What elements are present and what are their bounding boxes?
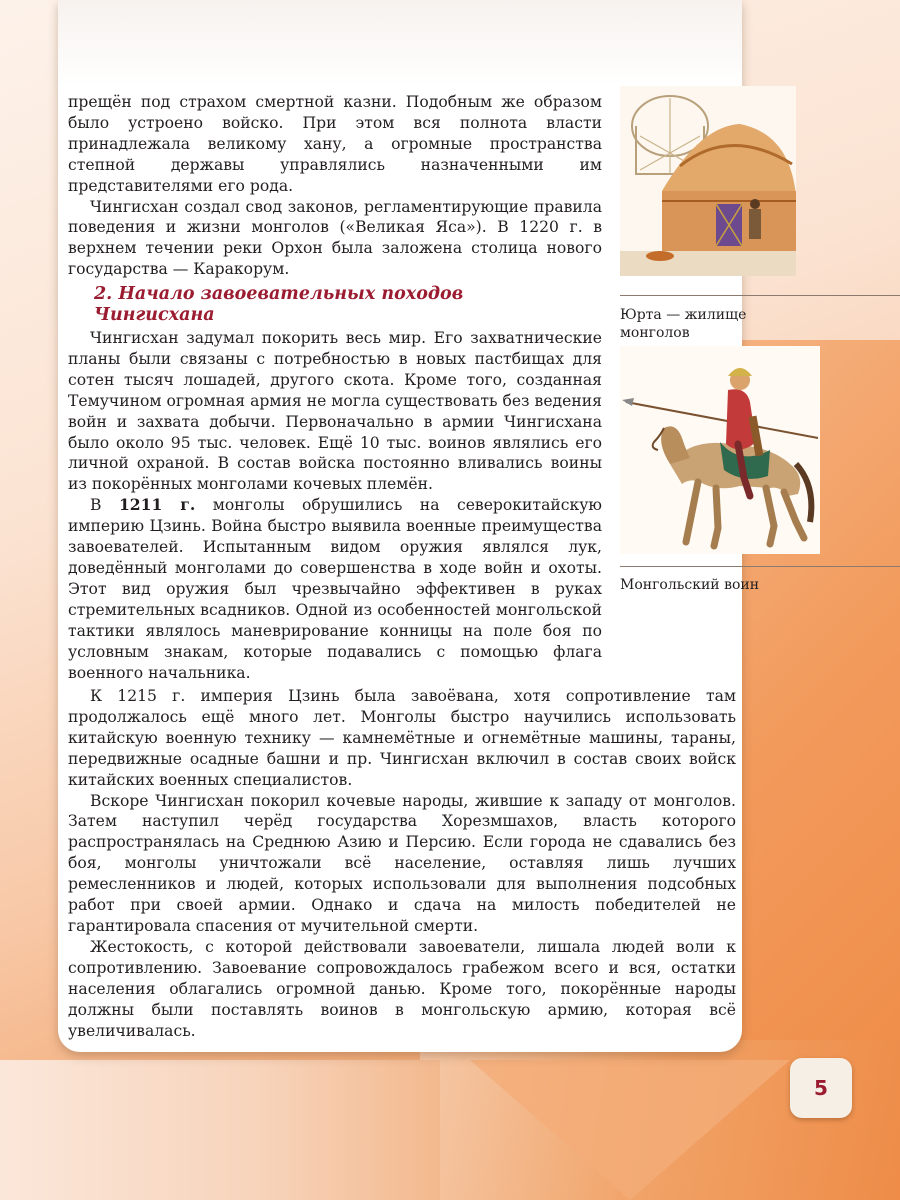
horseman-icon [620, 346, 820, 554]
paragraph: К 1215 г. империя Цзинь была завоёвана, хотя сопротивление там продолжалось ещё много лет. Монголы быстро научились использовать китайскую военную технику — камнемётные и огнемётные машины, тараны, передвижные осадные башни и пр. Чингисхан включил в состав своих войск китайских военных специалистов. [68, 687, 736, 789]
section-heading-line: 2. Начало завоевательных походов [94, 284, 464, 304]
bold-date: 1211 г. [118, 495, 196, 515]
text-block-2 [68, 328, 602, 683]
paragraph: Жестокость, с которой действовали завоеватели, лишала людей воли к сопротивлению. Завоевание сопровождалось грабежом всего и вся, остатки населения облагались огромной данью. Кроме того, покорённые народы должны были поставлять воинов в монгольскую армию, которая всё увеличивалась. [68, 937, 736, 1040]
yurt-caption [620, 306, 746, 342]
caption-divider [620, 295, 900, 296]
page-number-badge [790, 1058, 852, 1118]
warrior-caption: Монгольский воин [620, 577, 760, 593]
page-number: 5 [814, 1076, 828, 1100]
paragraph: прещён под страхом смертной казни. Подобным же образом было устроено войско. При этом вся полнота власти принадлежала великому хану, а огромные пространства степной державы управлялись назначенными им представителями его рода. [68, 93, 602, 195]
paragraph: Чингисхан задумал покорить весь мир. Его захватнические планы были связаны с потребностью в новых пастбищах для сотен тысяч лошадей, другого скота. Кроме того, созданная Темучином огромная армия не могла существовать без ведения войн и захвата добычи. Первоначально в армии Чингисхана было около 95 тыс. человек. Ещё 10 тыс. воинов являлись его личной охраной. В состав войска постоянно вливались воины из покорённых монголами кочевых племён. [68, 329, 602, 494]
caption-line: монголов [620, 325, 690, 341]
yurt-illustration [620, 86, 796, 276]
decorative-triangle [470, 1060, 790, 1200]
text-block-1 [68, 92, 602, 280]
text-run: В [90, 496, 119, 515]
caption-divider [620, 566, 900, 567]
paragraph: Чингисхан создал свод законов, регламентирующие правила поведения и жизни монголов («Великая Яса»). В 1220 г. в верхнем течении реки Орхон была заложена столица нового государства — Каракорум. [68, 197, 602, 279]
warrior-illustration [620, 346, 820, 554]
section-heading [94, 284, 574, 326]
decorative-light-band-bottom [0, 1060, 440, 1200]
text-run: монголы обрушились на северокитайскую империю Цзинь. Война быстро выявила военные преимущества завоевателей. Испытанным видом оружия являлся лук, доведённый монголами до совершенства в ходе войн и охоты. Этот вид оружия был чрезвычайно эффективен в руках стремительных всадников. Одной из особенностей монгольской тактики являлось маневрирование конницы на поле боя по условным знакам, которые подавались с помощью флага военного начальника. [68, 496, 602, 682]
paragraph: Вскоре Чингисхан покорил кочевые народы, жившие к западу от монголов. Затем наступил черёд государства Хорезмшахов, власть которого распространялась на Среднюю Азию и Персию. Если города не сдавались без боя, монголы уничтожали всё население, оставляя лишь лучших ремесленников и людей, которых использовали для выполнения подсобных работ при своей армии. Однако и сдача на милость победителей не гарантировала спасения от мучительной смерти. [68, 791, 736, 935]
section-heading-line: Чингисхана [94, 305, 215, 325]
caption-line: Юрта — жилище [620, 307, 747, 323]
paragraph [68, 495, 602, 683]
text-block-3 [68, 686, 736, 1041]
yurt-icon [620, 86, 796, 276]
text-panel-top-fade [58, 0, 742, 86]
